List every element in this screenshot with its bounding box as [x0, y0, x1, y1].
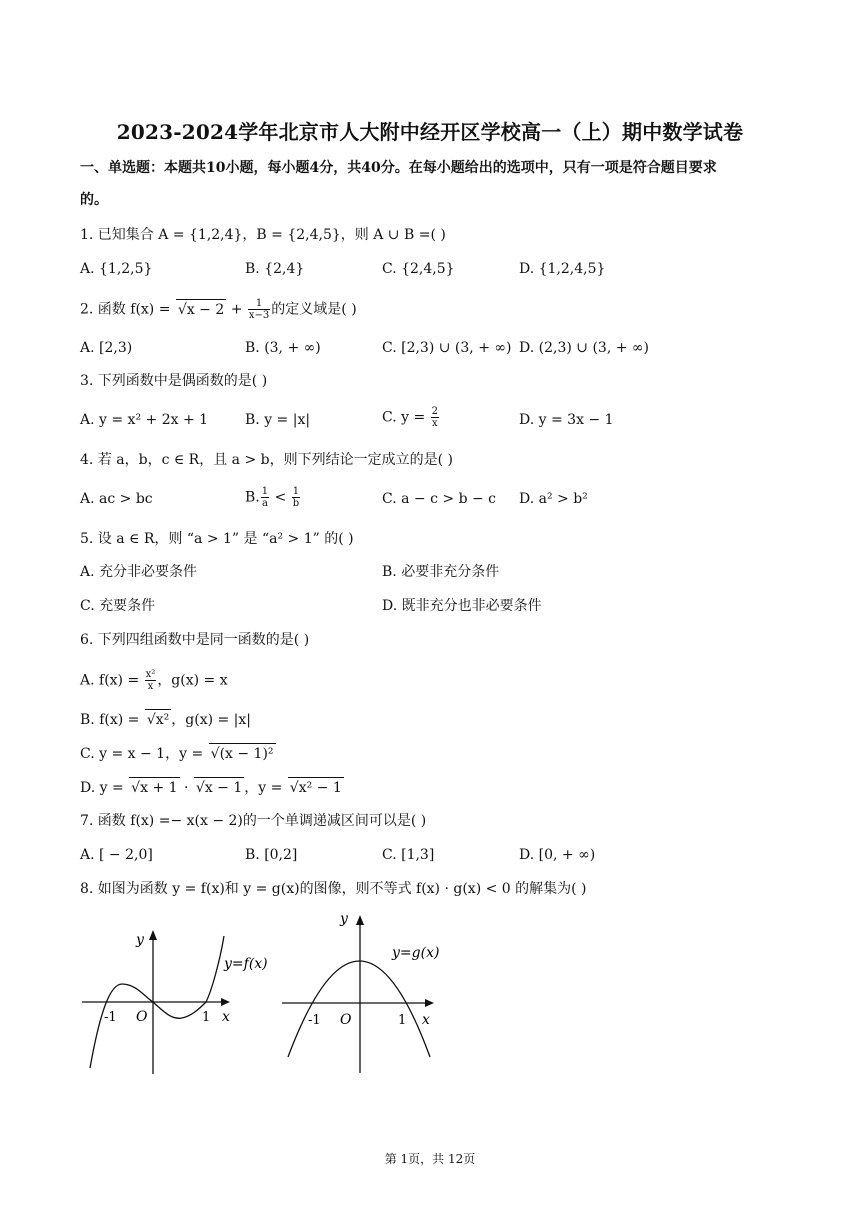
q6-optb-sqrt-body: x² [155, 712, 170, 728]
question-3-option-a: A. y = x² + 2x + 1 [80, 412, 209, 428]
graph-f-neg1-label: -1 [104, 1010, 117, 1025]
q6-optd-dot: · [179, 780, 193, 796]
question-5-option-d: D. 既非充分也非必要条件 [382, 598, 542, 614]
q6-optb-prefix: B. f(x) = [80, 712, 144, 728]
graph-f-x-arrow [221, 998, 230, 1006]
question-6-option-b [80, 709, 251, 730]
question-4-option-c: C. a − c > b − c [382, 491, 496, 507]
q6-optc-sqrt-body: (x − 1)² [219, 746, 274, 762]
question-4-stem: 4. 若 a，b，c ∈ R，且 a > b，则下列结论一定成立的是( ) [80, 452, 453, 468]
graph-g-neg1-label: -1 [308, 1013, 321, 1028]
graph-f-pos1-label: 1 [202, 1010, 211, 1025]
q6-optd-sqrt2: √x − 1 [194, 777, 244, 798]
section-heading-cont: 的。 [80, 192, 108, 208]
q6-optc-sqrt: √(x − 1)² [209, 743, 276, 764]
question-2-option-c: C. [2,3) ∪ (3, + ∞) [382, 340, 512, 356]
graph-g-pos1-label: 1 [398, 1013, 407, 1028]
graph-g [280, 905, 455, 1075]
question-7-option-d: D. [0, + ∞) [519, 847, 596, 863]
graph-f-curve-label: y=f(x) [224, 956, 268, 972]
question-3-option-d: D. y = 3x − 1 [519, 412, 614, 428]
q6-opta-num: x² [145, 669, 156, 680]
q6-optd-sqrt3: √x² − 1 [288, 777, 344, 798]
q4-optb-frac1 [261, 486, 269, 509]
graph-f-origin-label: O [136, 1009, 148, 1025]
q6-optc-prefix: C. y = x − 1，y = [80, 746, 208, 762]
question-7-option-a: A. [ − 2,0] [80, 847, 153, 863]
graph-f-y-label: y [136, 932, 144, 948]
q2-stem-prefix: 2. 函数 f(x) = [80, 301, 175, 318]
question-3-option-b: B. y = |x| [245, 412, 311, 428]
section-heading: 一、单选题：本题共10小题，每小题4分，共40分。在每小题给出的选项中，只有一项是符合题目要求 [80, 160, 717, 176]
q6-opta-prefix: A. f(x) = [80, 672, 144, 689]
q3-optc-den: x [432, 418, 438, 429]
page-title: 2023-2024学年北京市人大附中经开区学校高一（上）期中数学试卷 [116, 120, 744, 144]
graph-g-y-arrow [356, 915, 364, 925]
q4-optb-n1: 1 [261, 486, 269, 497]
question-1-stem: 1. 已知集合 A = {1,2,4}，B = {2,4,5}，则 A ∪ B =( ) [80, 227, 446, 243]
question-2-option-b: B. (3, + ∞) [245, 340, 321, 356]
question-2-option-d: D. (2,3) ∪ (3, + ∞) [519, 340, 650, 356]
question-1-option-a: A. {1,2,5} [80, 261, 153, 277]
graph-f [78, 922, 283, 1078]
q6-optd-prefix: D. y = [80, 780, 129, 796]
question-4-option-b [245, 486, 301, 509]
graph-g-y-label: y [340, 911, 348, 927]
question-8-stem: 8. 如图为函数 y = f(x)和 y = g(x)的图像，则不等式 f(x) · g(x) < 0 的解集为( ) [80, 881, 587, 897]
q6-optd-sqrt2-body: x − 1 [204, 780, 243, 796]
q4-optb-prefix: B. [245, 489, 260, 506]
question-2-stem [80, 298, 357, 321]
question-6-option-d [80, 777, 344, 798]
question-7-option-b: B. [0,2] [245, 847, 298, 863]
q6-optb-sqrt: √x² [145, 709, 171, 730]
graph-g-curve-label: y=g(x) [392, 945, 440, 961]
question-6-option-a [80, 669, 228, 692]
q2-fraction [248, 298, 270, 321]
question-3-option-c [382, 406, 440, 429]
graph-g-x-arrow [425, 999, 434, 1007]
question-1-option-c: C. {2,4,5} [382, 261, 455, 277]
q4-optb-d2: b [292, 498, 300, 509]
q2-plus: + [226, 301, 247, 318]
q6-opta-suffix: ，g(x) = x [157, 672, 228, 689]
question-6-stem: 6. 下列四组函数中是同一函数的是( ) [80, 632, 310, 648]
question-7-stem: 7. 函数 f(x) =− x(x − 2)的一个单调递减区间可以是( ) [80, 813, 427, 829]
graph-f-y-arrow [149, 930, 157, 940]
question-4-option-a: A. ac > bc [80, 491, 153, 507]
q6-optd-sqrt1: √x + 1 [129, 777, 179, 798]
graph-f-x-label: x [222, 1009, 230, 1025]
q6-optd-mid: ，y = [244, 780, 287, 796]
q4-optb-mid: < [270, 489, 291, 506]
q4-optb-n2: 1 [292, 486, 300, 497]
question-5-option-a: A. 充分非必要条件 [80, 564, 198, 580]
q6-opta-den: x [147, 681, 154, 692]
q2-frac-num: 1 [248, 298, 270, 310]
question-7-option-c: C. [1,3] [382, 847, 435, 863]
q2-sqrt: √x − 2 [176, 299, 226, 320]
question-1-option-d: D. {1,2,4,5} [519, 261, 606, 277]
q4-optb-frac2 [292, 486, 300, 509]
q6-optd-sqrt3-body: x² − 1 [298, 780, 342, 796]
question-6-option-c [80, 743, 276, 764]
question-3-stem: 3. 下列函数中是偶函数的是( ) [80, 373, 268, 389]
page-footer: 第 1页，共 12页 [384, 1152, 476, 1166]
q6-optd-sqrt1-body: x + 1 [140, 780, 178, 796]
q2-frac-den: x−3 [248, 310, 270, 321]
graph-g-curve [288, 961, 430, 1057]
q3-optc-fraction [431, 406, 439, 429]
graph-g-origin-label: O [340, 1012, 352, 1028]
q4-optb-d1: a [261, 498, 268, 509]
q2-sqrt-body: x − 2 [186, 301, 225, 318]
q3-optc-num: 2 [431, 406, 439, 417]
question-2-option-a: A. [2,3) [80, 340, 133, 356]
question-5-stem: 5. 设 a ∈ R，则 “a > 1” 是 “a² > 1” 的( ) [80, 531, 354, 547]
q3-optc-prefix: C. y = [382, 409, 430, 426]
question-4-option-d: D. a² > b² [519, 491, 588, 507]
q6-optb-suffix: ，g(x) = |x| [171, 712, 252, 728]
question-5-option-c: C. 充要条件 [80, 598, 156, 614]
q6-opta-fraction [145, 669, 157, 692]
q2-stem-suffix: 的定义域是( ) [271, 301, 357, 318]
question-1-option-b: B. {2,4} [245, 261, 305, 277]
question-5-option-b: B. 必要非充分条件 [382, 564, 500, 580]
graph-g-x-label: x [422, 1012, 430, 1028]
